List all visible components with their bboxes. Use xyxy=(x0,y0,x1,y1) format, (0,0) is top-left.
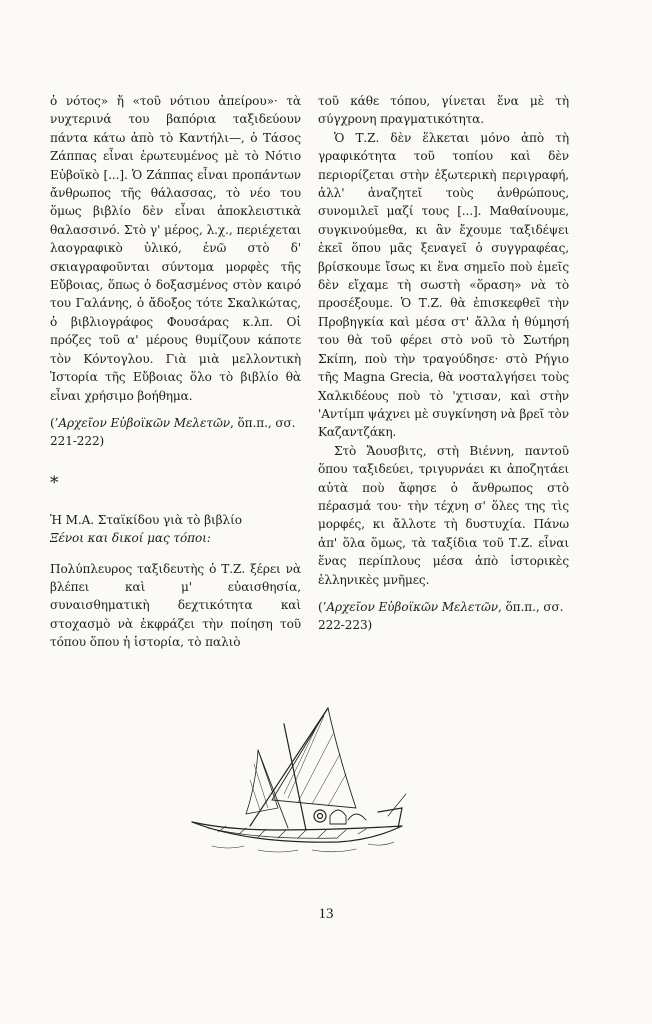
right-column xyxy=(318,92,569,635)
left-paragraph-2: Πολύπλευρος ταξιδευτὴς ὁ Τ.Ζ. ξέρει νὰ βλέπει καὶ μ' εὐαισθησία, συναισθηματικὴ δεχτικότητα καὶ στοχασμὸ νὰ ἐκφράζει τὴν ποίηση τοῦ τόπου ὅπου ἡ ἱστορία, τὸ παλιὸ xyxy=(50,561,301,650)
page-number: 13 xyxy=(318,906,334,922)
sailing-boat-icon xyxy=(188,704,408,884)
review-heading-title: Ξένοι και δικοί μας τόποι: xyxy=(50,531,211,546)
section-asterisk: * xyxy=(50,472,59,493)
review-heading-author: Ἡ Μ.Α. Σταϊκίδου γιὰ τὸ βιβλίο xyxy=(50,512,242,527)
left-column xyxy=(50,92,301,652)
source-citation-2: (’Αρχεῖον Εὐβοϊκῶν Μελετῶν, ὅπ.π., σσ. 222-223) xyxy=(318,599,564,633)
right-paragraph-3: Στὸ Ἄουσβιτς, στὴ Βιέννη, παντοῦ ὅπου ταξιδεύει, τριγυρνάει κι ἀποζητάει αὐτὰ ποὺ ἄφησε ὁ ἄνθρωπος στὸ πέρασμά του· τὴν τέχνη σ' ὅλες της τὶς μορφές, κι ἄλλοτε τὴ δυστυχία. Πάνω ἀπ' ὅλα ὅμως, τὰ ταξίδια τοῦ Τ.Ζ. εἶναι ἕνας περίπλους μέσα ἀπὸ ἱστορικὲς ἑλληνικὲς μνῆμες. xyxy=(318,443,569,587)
right-paragraph-2: Ὁ Τ.Ζ. δὲν ἕλκεται μόνο ἀπὸ τὴ γραφικότητα τοῦ τοπίου καὶ δὲν περιορίζεται στὴν ἐξωτερικὴ περιγραφή, ἀλλ' ἀναζητεῖ τοὺς ἀνθρώπους, συνομιλεῖ μαζί τους [...]. Μαθαίνουμε, συγκινούμεθα, κι ἂν ἔχουμε ταξιδέψει ἐκεῖ ὅπου μᾶς ξεναγεῖ ὁ συγγραφέας, βρίσκουμε ἴσως κι ἕνα σημεῖο ποὺ ἐμεῖς δὲν εἴχαμε τὴ σωστὴ «ὅραση» νὰ τὸ προσέξουμε. Ὁ Τ.Ζ. θὰ ἐπισκεφθεῖ τὴν Προβηγκία καὶ μέσα στ' ἄλλα ἡ θύμησή του θὰ τοῦ φέρει στὸ νοῦ τὸ Σωτήρη Σκίπη, ποὺ τὴν τραγούδησε· στὸ Ρήγιο τῆς Magna Grecia, θὰ νοσταλγήσει τοὺς Χαλκιδέους ποὺ τὸ 'χτισαν, καὶ στὴν 'Αντίμπ ψάχνει μὲ συγκίνηση νὰ βρεῖ τὸν Καζαντζάκη. xyxy=(318,130,569,440)
left-paragraph: ὁ νότος» ἤ «τοῦ νότιου ἀπείρου»· τὰ νυχτερινά του βαπόρια ταξιδεύουν πάντα κάτω ἀπὸ τὸ Καντήλι—, ὁ Τάσος Ζάππας εἶναι ἐρωτευμένος μὲ τὸ Νότιο Εὐβοϊκὸ [...]. Ὁ Ζάππας εἶναι προπάντων ἄνθρωπος τῆς θάλασσας, τὸ νέο του ὅμως βιβλίο δὲν εἶναι ἀποκλειστικὰ θαλασσινό. Στὸ γ' μέρος, λ.χ., περιέχεται λαογραφικὸ ὑλικό, ἐνῶ στὸ δ' σκιαγραφοῦνται σύντομα μορφὲς τῆς Εὔβοιας, ὅπως ὁ δοξασμένος στὸν καιρό του Γαλάνης, ὁ ἄδοξος τότε Σκαλκώτας, ὁ βιβλιογράφος Φουσάρας κ.λπ. Οἱ πρόζες τοῦ α' μέρους θυμίζουν κάποτε τὸν Κόντογλου. Γιὰ μιὰ μελλοντικὴ Ἱστορία τῆς Εὔβοιας ὅλο τὸ βιβλίο θὰ εἶναι χρήσιμο βοήθημα. xyxy=(50,94,301,403)
source-citation: (’Αρχεῖον Εὐβοϊκῶν Μελετῶν, ὅπ.π., σσ. 221-222) xyxy=(50,415,296,449)
review-heading xyxy=(50,511,301,548)
right-paragraph-1: τοῦ κάθε τόπου, γίνεται ἕνα μὲ τὴ σύγχρονη πραγματικότητα. xyxy=(318,94,569,127)
